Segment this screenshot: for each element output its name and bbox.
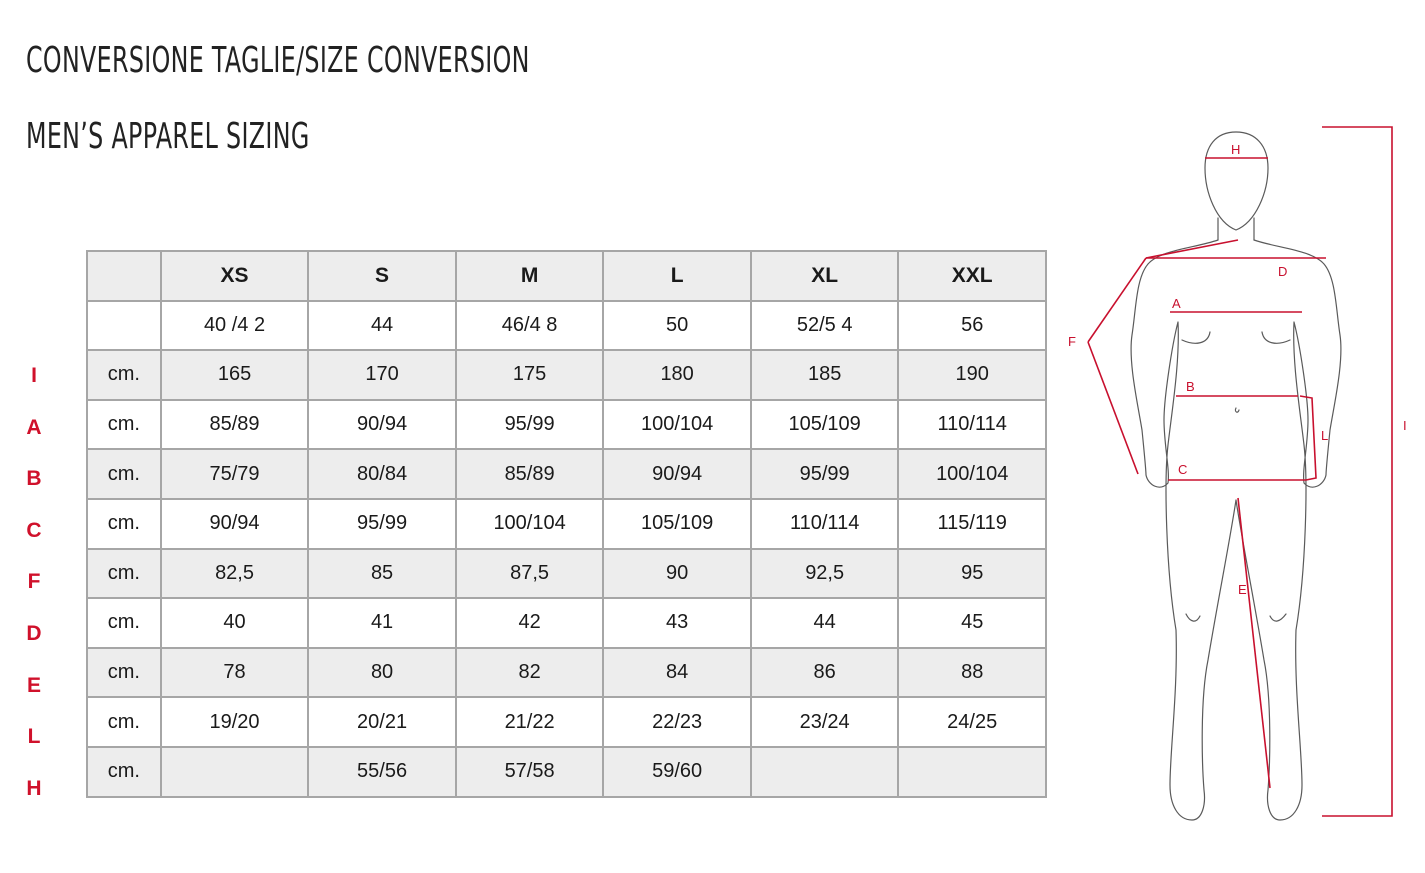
value-cell: 42	[456, 598, 604, 648]
value-cell: 95/99	[308, 499, 456, 549]
value-cell: 180	[603, 350, 751, 400]
unit-cell: cm.	[87, 747, 161, 797]
value-cell: 20/21	[308, 697, 456, 747]
value-cell: 75/79	[161, 449, 309, 499]
measure-row-i	[87, 350, 1046, 400]
measure-row-c	[87, 499, 1046, 549]
label-d: D	[1278, 264, 1288, 279]
value-cell: 110/114	[751, 499, 899, 549]
value-cell: 88	[898, 648, 1046, 698]
eu-size-cell: 50	[603, 301, 751, 351]
value-cell: 19/20	[161, 697, 309, 747]
value-cell: 87,5	[456, 549, 604, 599]
value-cell: 84	[603, 648, 751, 698]
value-cell: 80	[308, 648, 456, 698]
page-title: CONVERSIONE TAGLIE/SIZE CONVERSION	[26, 40, 530, 81]
height-line	[1322, 127, 1392, 816]
size-header-cell: L	[603, 251, 751, 301]
value-cell: 190	[898, 350, 1046, 400]
measure-row-f	[87, 549, 1046, 599]
value-cell: 105/109	[751, 400, 899, 450]
eu-size-cell: 46/4 8	[456, 301, 604, 351]
unit-cell: cm.	[87, 499, 161, 549]
label-f: F	[1068, 334, 1076, 349]
arm-length-lower-line	[1088, 342, 1138, 474]
label-l: L	[1321, 428, 1329, 443]
label-i: I	[1403, 418, 1407, 433]
eu-size-cell: 40 /4 2	[161, 301, 309, 351]
value-cell: 95/99	[456, 400, 604, 450]
value-cell	[898, 747, 1046, 797]
value-cell: 22/23	[603, 697, 751, 747]
unit-cell: cm.	[87, 648, 161, 698]
value-cell: 90	[603, 549, 751, 599]
value-cell: 43	[603, 598, 751, 648]
value-cell: 95	[898, 549, 1046, 599]
eu-size-row	[87, 301, 1046, 351]
value-cell: 110/114	[898, 400, 1046, 450]
value-cell: 86	[751, 648, 899, 698]
value-cell: 90/94	[161, 499, 309, 549]
value-cell: 55/56	[308, 747, 456, 797]
measure-row-e	[87, 648, 1046, 698]
row-letter-f: F	[27, 570, 41, 594]
corner-cell	[87, 251, 161, 301]
measure-row-b	[87, 449, 1046, 499]
value-cell: 80/84	[308, 449, 456, 499]
value-cell: 21/22	[456, 697, 604, 747]
size-header-cell: XXL	[898, 251, 1046, 301]
eu-size-cell: 56	[898, 301, 1046, 351]
label-h: H	[1231, 142, 1241, 157]
value-cell: 57/58	[456, 747, 604, 797]
value-cell: 170	[308, 350, 456, 400]
measure-row-d	[87, 598, 1046, 648]
value-cell: 95/99	[751, 449, 899, 499]
label-c: C	[1178, 462, 1188, 477]
measure-row-l	[87, 697, 1046, 747]
eu-size-cell: 52/5 4	[751, 301, 899, 351]
unit-cell: cm.	[87, 400, 161, 450]
navel	[1235, 408, 1239, 412]
body-outline-path	[1131, 240, 1341, 820]
value-cell: 82,5	[161, 549, 309, 599]
size-header-cell: M	[456, 251, 604, 301]
value-cell: 92,5	[751, 549, 899, 599]
arm-length-upper-line	[1088, 258, 1146, 342]
value-cell: 78	[161, 648, 309, 698]
measure-row-h	[87, 747, 1046, 797]
page-subtitle: MEN’S APPAREL SIZING	[26, 116, 310, 157]
row-letter-c: C	[26, 518, 42, 542]
value-cell: 24/25	[898, 697, 1046, 747]
chest-left	[1182, 332, 1210, 343]
knee-left	[1186, 614, 1200, 621]
value-cell: 40	[161, 598, 309, 648]
value-cell: 45	[898, 598, 1046, 648]
label-a: A	[1172, 296, 1181, 311]
value-cell: 165	[161, 350, 309, 400]
measure-row-a	[87, 400, 1046, 450]
shoulder-slant-line	[1146, 240, 1238, 258]
value-cell: 23/24	[751, 697, 899, 747]
body-outline	[1131, 132, 1341, 820]
value-cell: 90/94	[308, 400, 456, 450]
value-cell: 175	[456, 350, 604, 400]
knee-right	[1270, 614, 1286, 621]
row-letter-l: L	[27, 725, 41, 749]
measurement-letters	[14, 354, 54, 818]
label-b: B	[1186, 379, 1195, 394]
value-cell: 59/60	[603, 747, 751, 797]
value-cell: 85/89	[161, 400, 309, 450]
value-cell: 100/104	[898, 449, 1046, 499]
unit-cell: cm.	[87, 598, 161, 648]
value-cell: 100/104	[456, 499, 604, 549]
row-letter-e: E	[26, 673, 41, 697]
chest-right	[1262, 332, 1290, 343]
unit-cell: cm.	[87, 549, 161, 599]
size-header-cell: S	[308, 251, 456, 301]
row-letter-b: B	[26, 467, 42, 491]
unit-cell: cm.	[87, 697, 161, 747]
value-cell: 85	[308, 549, 456, 599]
row-letter-h: H	[26, 776, 42, 800]
size-header-cell: XL	[751, 251, 899, 301]
figure-labels	[1068, 142, 1407, 597]
unit-cell: cm.	[87, 449, 161, 499]
value-cell	[161, 747, 309, 797]
value-cell: 85/89	[456, 449, 604, 499]
unit-cell: cm.	[87, 350, 161, 400]
value-cell: 115/119	[898, 499, 1046, 549]
value-cell: 90/94	[603, 449, 751, 499]
value-cell: 100/104	[603, 400, 751, 450]
row-letter-d: D	[26, 621, 42, 645]
size-header-row	[87, 251, 1046, 301]
row-letter-i: I	[31, 364, 37, 387]
body-measurement-figure	[1060, 100, 1420, 840]
size-header-cell: XS	[161, 251, 309, 301]
label-e: E	[1238, 582, 1247, 597]
value-cell: 105/109	[603, 499, 751, 549]
size-table	[86, 250, 1047, 798]
eu-unit-cell	[87, 301, 161, 351]
measurement-lines	[1088, 127, 1392, 816]
inseam-line	[1238, 498, 1270, 788]
value-cell: 44	[751, 598, 899, 648]
value-cell: 41	[308, 598, 456, 648]
value-cell	[751, 747, 899, 797]
value-cell: 82	[456, 648, 604, 698]
eu-size-cell: 44	[308, 301, 456, 351]
value-cell: 185	[751, 350, 899, 400]
row-letter-a: A	[26, 415, 42, 439]
